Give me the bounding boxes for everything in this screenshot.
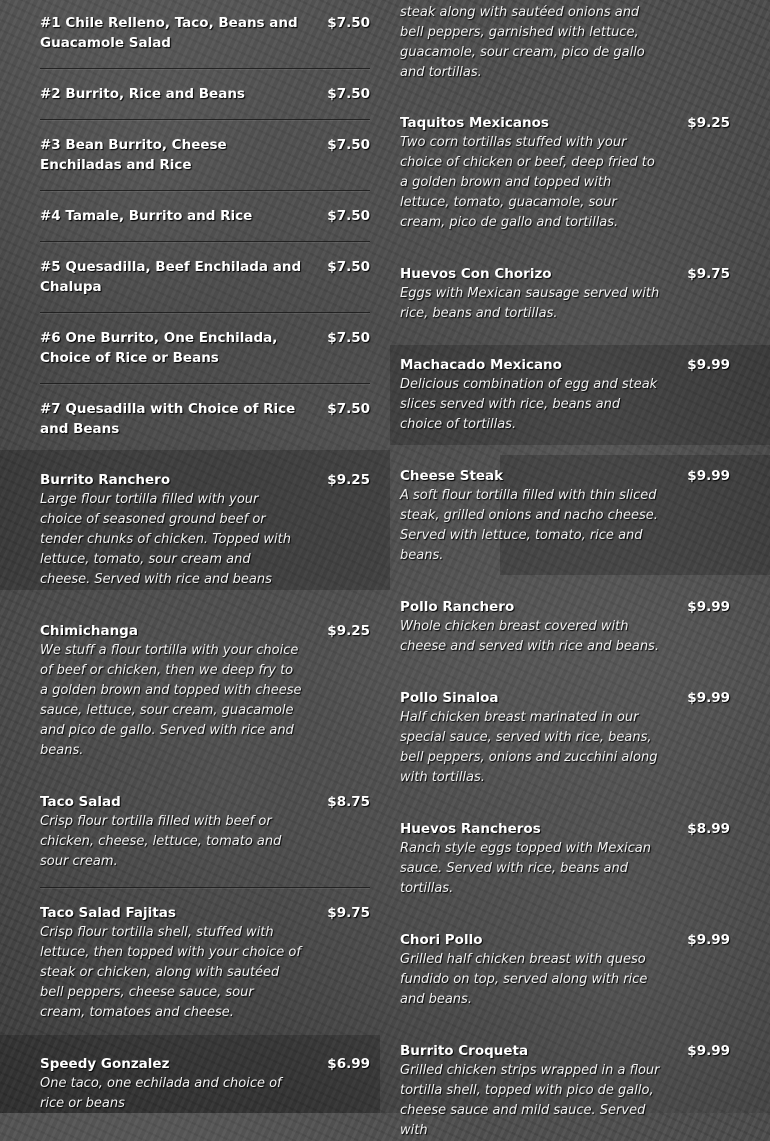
menu-item-name: Chimichanga [40,623,138,639]
menu-item-price: $9.99 [687,599,730,615]
menu-item-price: $7.50 [327,401,370,417]
menu-item [40,792,370,872]
menu-item-price: $8.99 [687,821,730,837]
menu-item-description: Ranch style eggs topped with Mexican sauce. Served with rice, beans and tortillas. [400,841,651,896]
menu-item [400,355,730,435]
menu-item-description: Crisp flour tortilla shell, stuffed with lettuce, then topped with your choice of steak or chicken, along with sautéed bell peppers, cheese sauce, sour cream, tomatoes and cheese. [40,925,301,1020]
menu-item-name: Taco Salad Fajitas [40,905,176,921]
menu-item [40,470,370,590]
menu-item-price: $9.99 [687,690,730,706]
divider [40,383,370,384]
menu-item-name: #6 One Burrito, One Enchilada, Choice of Rice or Beans [40,330,278,366]
menu-item [400,930,730,1010]
menu-item-description: A soft flour tortilla filled with thin sliced steak, grilled onions and nacho cheese. Served with lettuce, tomato, rice and beans. [400,488,658,563]
menu-item-name: Chori Pollo [400,932,483,948]
divider [40,887,370,888]
menu-item [40,903,370,1023]
menu-item [400,113,730,233]
menu-item-name: Cheese Steak [400,468,504,484]
menu-item [40,399,370,439]
menu-item-description: Crisp flour tortilla filled with beef or chicken, cheese, lettuce, tomato and sour cream. [40,814,282,869]
menu-item-price: $9.99 [687,357,730,373]
menu-item-price: $9.75 [687,266,730,282]
menu-item [400,597,730,657]
menu-item-price: $6.99 [327,1056,370,1072]
menu-item-name: Huevos Rancheros [400,821,541,837]
menu-item-description: steak along with sautéed onions and bell peppers, garnished with lettuce, guacamole, sour cream, pico de gallo and tortillas. [400,5,645,80]
menu-item-description: Grilled chicken strips wrapped in a flour tortilla shell, topped with pico de gallo, cheese sauce and mild sauce. Served with [400,1063,660,1138]
menu-item-price: $7.50 [327,259,370,275]
menu-item-name: Pollo Ranchero [400,599,515,615]
menu-item-name: #1 Chile Relleno, Taco, Beans and Guacamole Salad [40,15,298,51]
menu-item [40,328,370,368]
divider [40,241,370,242]
menu-item-price: $7.50 [327,15,370,31]
menu-item-name: #3 Bean Burrito, Cheese Enchiladas and Rice [40,137,227,173]
menu-item-price: $7.50 [327,330,370,346]
menu-item-name: Taquitos Mexicanos [400,115,549,131]
divider [40,190,370,191]
menu-item-name: Burrito Croqueta [400,1043,529,1059]
menu-item-price: $9.25 [327,623,370,639]
menu-item-description: Grilled half chicken breast with queso fundido on top, served along with rice and beans. [400,952,648,1007]
menu-item [400,819,730,899]
menu-item-name: #5 Quesadilla, Beef Enchilada and Chalupa [40,259,302,295]
menu-item-description: Eggs with Mexican sausage served with rice, beans and tortillas. [400,286,660,321]
menu-item [400,264,730,324]
menu-item-price: $8.75 [327,794,370,810]
menu-item-name: #2 Burrito, Rice and Beans [40,86,245,102]
menu-item [40,84,370,104]
menu-item-price: $9.99 [687,932,730,948]
menu-item-description: Half chicken breast marinated in our special sauce, served with rice, beans, bell peppers, onions and zucchini along with tortillas. [400,710,658,785]
menu-item-price: $7.50 [327,86,370,102]
menu-item-name: #7 Quesadilla with Choice of Rice and Beans [40,401,296,437]
menu-item [40,621,370,761]
menu-item-price: $7.50 [327,208,370,224]
menu-item [400,466,730,566]
menu-item-price: $9.25 [687,115,730,131]
menu-item [400,3,730,83]
menu-item-description: Two corn tortillas stuffed with your choice of chicken or beef, deep fried to a golden brown and topped with lettuce, tomato, guacamole, sour cream, pico de gallo and tortillas. [400,135,655,230]
divider [40,68,370,69]
menu-item-name: Burrito Ranchero [40,472,171,488]
menu-item-description: One taco, one echilada and choice of rice or beans [40,1076,282,1111]
divider [40,312,370,313]
menu-item-description: We stuff a flour tortilla with your choice of beef or chicken, then we deep fry to a golden brown and topped with cheese sauce, lettuce, sour cream, guacamole and pico de gallo. Served with rice and beans. [40,643,302,758]
menu-item-description: Whole chicken breast covered with cheese and served with rice and beans. [400,619,659,654]
menu-item-price: $9.99 [687,468,730,484]
menu-item-name: Machacado Mexicano [400,357,562,373]
menu-item [40,135,370,175]
menu-item-price: $9.25 [327,472,370,488]
menu-item-description: Delicious combination of egg and steak slices served with rice, beans and choice of tortillas. [400,377,658,432]
menu-item [400,1041,730,1141]
menu-item-description: Large flour tortilla filled with your choice of seasoned ground beef or tender chunks of chicken. Topped with lettuce, tomato, sour cream and cheese. Served with rice and beans [40,492,291,587]
menu-item-name: Taco Salad [40,794,121,810]
menu-item-price: $9.75 [327,905,370,921]
menu-item [400,688,730,788]
menu-item-name: Huevos Con Chorizo [400,266,552,282]
menu-item-name: Speedy Gonzalez [40,1056,170,1072]
menu-item [40,1054,370,1114]
menu-item-name: Pollo Sinaloa [400,690,499,706]
menu-item [40,206,370,226]
menu-item-name: #4 Tamale, Burrito and Rice [40,208,253,224]
divider [40,119,370,120]
menu-item [40,13,370,53]
menu-item-price: $9.99 [687,1043,730,1059]
menu-item [40,257,370,297]
menu-item-price: $7.50 [327,137,370,153]
